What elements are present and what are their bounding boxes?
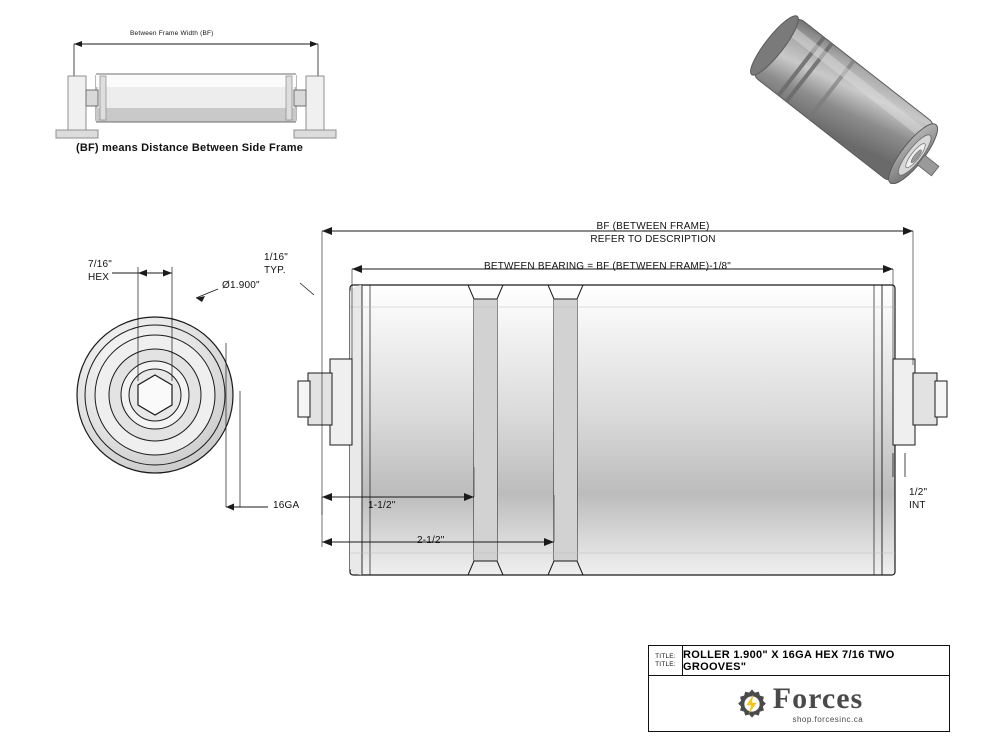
main-drawing-svg <box>0 195 982 615</box>
inset-caption: (BF) means Distance Between Side Frame <box>76 142 304 154</box>
brand-website: shop.forcesinc.ca <box>792 714 864 724</box>
groove-dim-1-label: 1-1/2" <box>368 500 396 511</box>
end-view-group <box>77 267 268 511</box>
gear-bolt-logo-icon <box>735 687 769 721</box>
title-block <box>648 645 950 732</box>
hex-label: 7/16" HEX <box>88 259 113 283</box>
title-label-line1: TITLE: <box>655 653 676 661</box>
int-label: 1/2" INT <box>909 487 928 511</box>
diameter-label: Ø1.900" <box>222 280 260 291</box>
inset-bf-dimension-label: Between Frame Width (BF) <box>130 30 214 37</box>
side-view-group <box>298 285 947 575</box>
groove-dim-2-label: 2-1/2" <box>417 535 445 546</box>
title-label-line2: TITLE: <box>655 660 676 668</box>
title-block-label <box>649 646 683 675</box>
inset-between-frame-detail <box>38 18 348 160</box>
roller-3d-svg <box>728 14 958 184</box>
between-bearing-label: BETWEEN BEARING = BF (BETWEEN FRAME)-1/8" <box>484 261 732 272</box>
bf-dimension-label: BF (BETWEEN FRAME) REFER TO DESCRIPTION <box>590 221 716 245</box>
typ-label: 1/16" TYP. <box>264 252 289 276</box>
brand-name: Forces <box>772 681 864 715</box>
title-block-logo <box>649 676 949 731</box>
title-block-title-value: ROLLER 1.900" X 16GA HEX 7/16 TWO GROOVES" <box>683 648 895 673</box>
roller-3d-render <box>728 14 958 184</box>
gauge-label: 16GA <box>273 500 300 511</box>
inset-svg <box>38 18 348 160</box>
title-block-title-row <box>649 646 949 676</box>
